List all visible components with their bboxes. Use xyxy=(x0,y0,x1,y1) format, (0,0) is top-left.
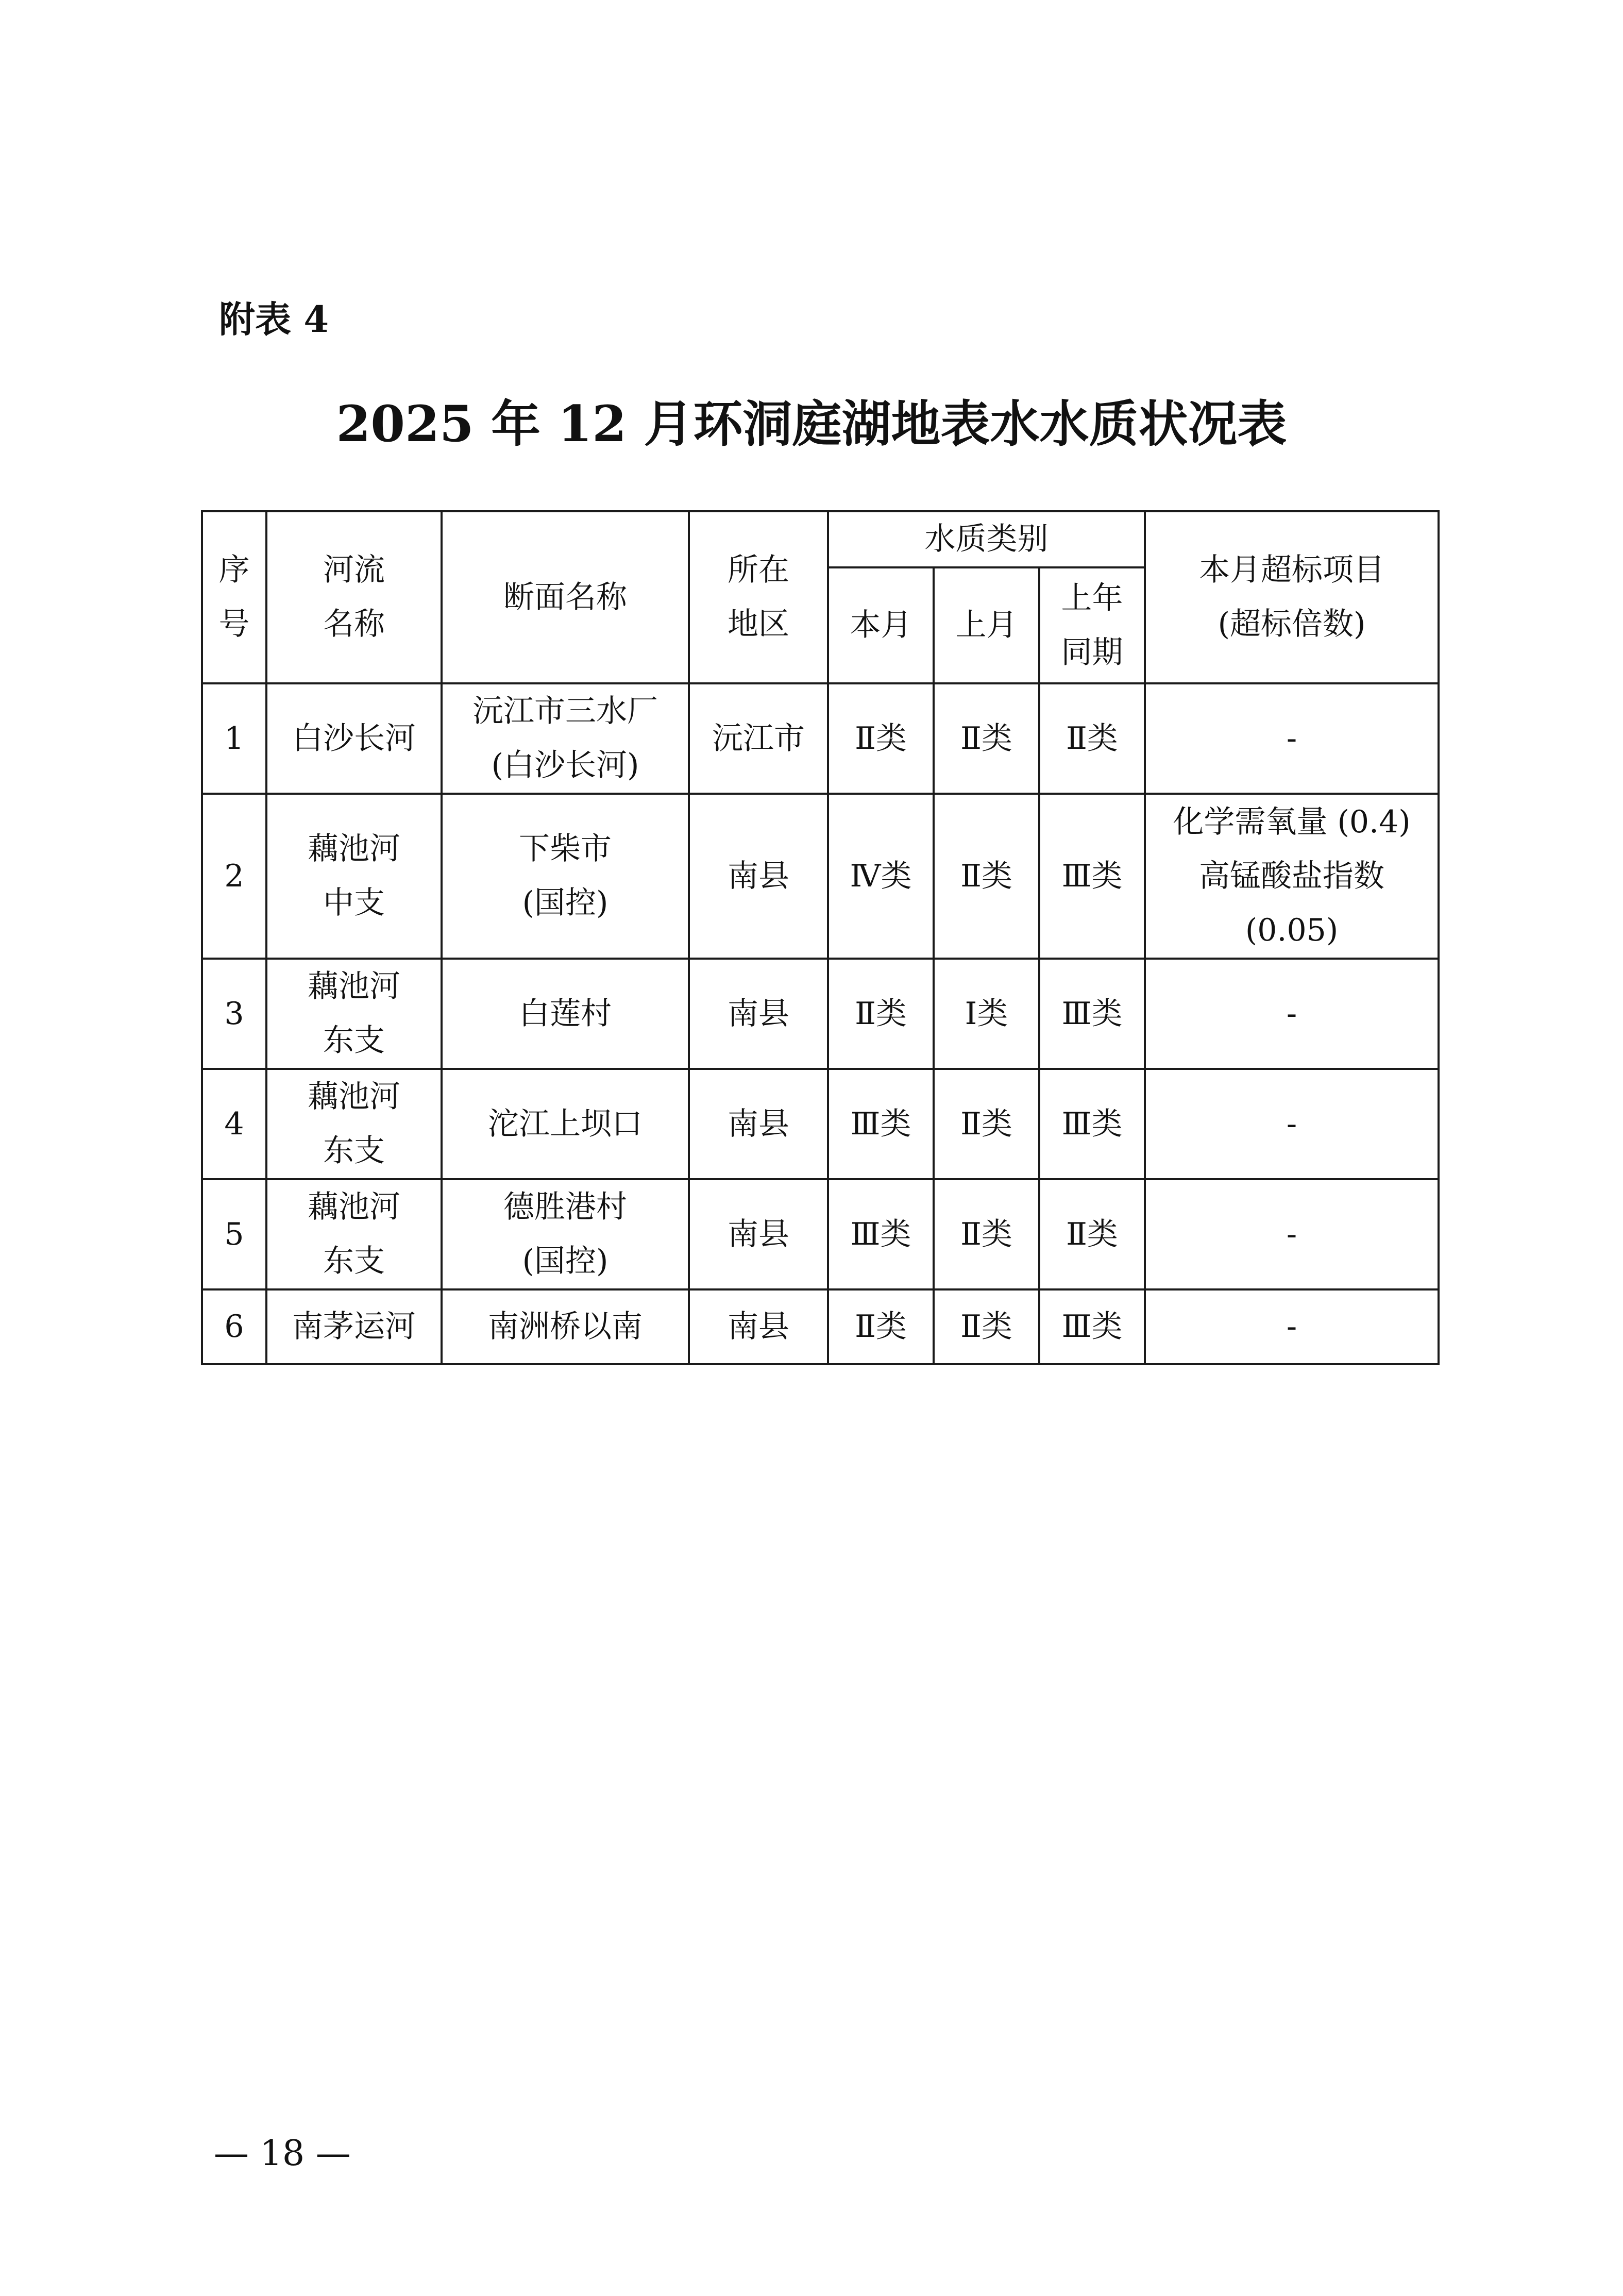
header-last-year: 上年 同期 xyxy=(1039,567,1145,683)
cell-exceed: - xyxy=(1145,683,1439,794)
table-row xyxy=(202,959,1439,1069)
header-region: 所在 地区 xyxy=(689,511,828,683)
cell-seq: 3 xyxy=(202,959,266,1069)
header-seq: 序 号 xyxy=(202,511,266,683)
cell-river: 藕池河 东支 xyxy=(266,1069,442,1179)
cell-last-month: Ⅱ类 xyxy=(934,683,1039,794)
cell-exceed: - xyxy=(1145,1069,1439,1179)
cell-exceed: - xyxy=(1145,959,1439,1069)
cell-last-month: Ⅰ类 xyxy=(934,959,1039,1069)
cell-section: 南洲桥以南 xyxy=(442,1289,689,1364)
cell-this-month: Ⅳ类 xyxy=(828,794,934,959)
cell-last-month: Ⅱ类 xyxy=(934,1289,1039,1364)
cell-seq: 1 xyxy=(202,683,266,794)
cell-region: 南县 xyxy=(689,1179,828,1289)
cell-region: 南县 xyxy=(689,959,828,1069)
cell-region: 南县 xyxy=(689,1289,828,1364)
header-exceed: 本月超标项目 (超标倍数) xyxy=(1145,511,1439,683)
cell-river: 白沙长河 xyxy=(266,683,442,794)
cell-last-year: Ⅱ类 xyxy=(1039,683,1145,794)
cell-section: 白莲村 xyxy=(442,959,689,1069)
cell-section: 德胜港村 (国控) xyxy=(442,1179,689,1289)
water-quality-table xyxy=(201,510,1440,1365)
table-row xyxy=(202,1069,1439,1179)
cell-section: 沱江上坝口 xyxy=(442,1069,689,1179)
header-last-month: 上月 xyxy=(934,567,1039,683)
cell-last-month: Ⅱ类 xyxy=(934,1179,1039,1289)
cell-river: 南茅运河 xyxy=(266,1289,442,1364)
cell-seq: 2 xyxy=(202,794,266,959)
table-row xyxy=(202,1179,1439,1289)
header-river: 河流 名称 xyxy=(266,511,442,683)
cell-seq: 5 xyxy=(202,1179,266,1289)
cell-river: 藕池河 东支 xyxy=(266,1179,442,1289)
cell-seq: 6 xyxy=(202,1289,266,1364)
cell-this-month: Ⅲ类 xyxy=(828,1179,934,1289)
cell-last-year: Ⅱ类 xyxy=(1039,1179,1145,1289)
table-row xyxy=(202,1289,1439,1364)
cell-region: 沅江市 xyxy=(689,683,828,794)
cell-last-year: Ⅲ类 xyxy=(1039,1289,1145,1364)
cell-exceed: - xyxy=(1145,1179,1439,1289)
cell-this-month: Ⅲ类 xyxy=(828,1069,934,1179)
cell-region: 南县 xyxy=(689,1069,828,1179)
header-class-group: 水质类别 xyxy=(828,511,1145,567)
cell-river: 藕池河 中支 xyxy=(266,794,442,959)
cell-last-year: Ⅲ类 xyxy=(1039,1069,1145,1179)
cell-section: 下柴市 (国控) xyxy=(442,794,689,959)
cell-seq: 4 xyxy=(202,1069,266,1179)
header-section: 断面名称 xyxy=(442,511,689,683)
cell-last-month: Ⅱ类 xyxy=(934,1069,1039,1179)
cell-this-month: Ⅱ类 xyxy=(828,1289,934,1364)
document-title: 2025 年 12 月环洞庭湖地表水水质状况表 xyxy=(336,395,1287,453)
header-this-month: 本月 xyxy=(828,567,934,683)
cell-river: 藕池河 东支 xyxy=(266,959,442,1069)
page-number: — 18 — xyxy=(214,2133,351,2174)
cell-this-month: Ⅱ类 xyxy=(828,959,934,1069)
appendix-label: 附表 4 xyxy=(219,298,329,341)
cell-last-month: Ⅱ类 xyxy=(934,794,1039,959)
cell-section: 沅江市三水厂 (白沙长河) xyxy=(442,683,689,794)
cell-last-year: Ⅲ类 xyxy=(1039,794,1145,959)
table-row xyxy=(202,794,1439,959)
table-row xyxy=(202,683,1439,794)
cell-region: 南县 xyxy=(689,794,828,959)
cell-exceed: 化学需氧量 (0.4) 高锰酸盐指数 (0.05) xyxy=(1145,794,1439,959)
cell-this-month: Ⅱ类 xyxy=(828,683,934,794)
cell-exceed: - xyxy=(1145,1289,1439,1364)
cell-last-year: Ⅲ类 xyxy=(1039,959,1145,1069)
